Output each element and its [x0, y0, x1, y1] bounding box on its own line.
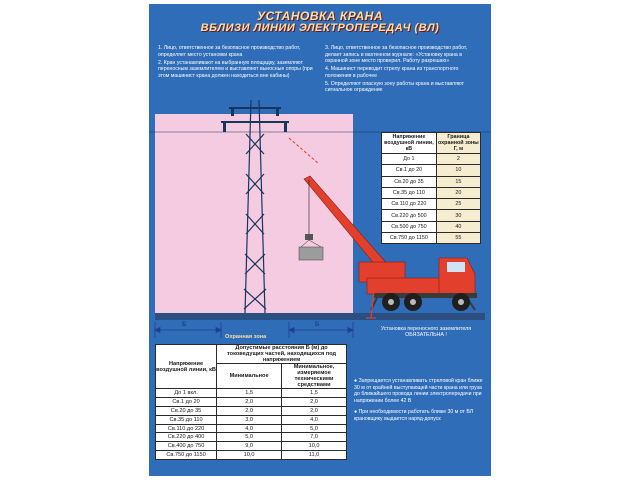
min-tech-cell: 11,0 — [282, 451, 347, 460]
group-header: Допустимые расстояния Б (м) до токоведущих частей, находящихся под напряжением — [217, 345, 347, 364]
table-row — [156, 397, 347, 406]
column-header: Граница охранной зоны Г, м — [438, 134, 479, 152]
allowed-distance-table — [155, 344, 347, 460]
voltage-cell: Св.1 до 20 — [382, 165, 437, 176]
voltage-cell: До 1 — [382, 154, 437, 165]
grounding-caption: Установка переносного заземлителя ОБЯЗАТЕЛЬНА ! — [380, 326, 472, 339]
table-row — [382, 199, 481, 210]
table-row — [156, 424, 347, 433]
voltage-cell: Св.35 до 110 — [382, 187, 437, 198]
safety-poster — [149, 4, 491, 476]
instruction-item: 1. Лицо, ответственное за безопасное производство работ, определяет место установки крана — [158, 45, 301, 58]
dimension-label-right: Б — [315, 322, 320, 328]
instruction-item: 5. Определяют опасную зону работы крана и выставляют сигнальное ограждение — [325, 80, 465, 94]
table-row — [156, 389, 347, 398]
dimension-label-left: Б — [182, 322, 187, 328]
poster-subtitle: ВБЛИЗИ ЛИНИИ ЭЛЕКТРОПЕРЕДАЧ (ВЛ) — [200, 22, 440, 34]
voltage-cell: Св.35 до 110 — [156, 415, 217, 424]
voltage-cell: До 1 вкл. — [156, 389, 217, 398]
table-row — [156, 415, 347, 424]
min-tech-cell: 7,0 — [282, 433, 347, 442]
crane-boom — [299, 176, 389, 272]
table-row — [382, 187, 481, 198]
table-row — [382, 165, 481, 176]
min-cell: 10,0 — [217, 451, 282, 460]
table-row — [382, 176, 481, 187]
crane-truck — [359, 258, 477, 311]
hook-block — [305, 234, 313, 240]
table-row — [156, 433, 347, 442]
voltage-cell: Св.220 до 400 — [156, 433, 217, 442]
instruction-item: 4. Машинист переводит стрелу крана из транспортного положения в рабочее — [325, 66, 459, 79]
voltage-cell: Св.500 до 750 — [382, 221, 437, 232]
voltage-cell: Св.1 до 20 — [156, 397, 217, 406]
zone-cell: 25 — [436, 199, 480, 210]
table-row — [382, 154, 481, 165]
column-header: Напряжение воздушной линии, кВ — [156, 345, 217, 389]
table-row — [382, 210, 481, 221]
min-cell: 5,0 — [217, 433, 282, 442]
bullet-icon: ● — [354, 378, 359, 384]
voltage-cell: Св.20 до 35 — [382, 176, 437, 187]
table-row — [382, 221, 481, 232]
min-cell: 2,0 — [217, 406, 282, 415]
danger-line — [289, 138, 319, 164]
min-tech-cell: 4,0 — [282, 415, 347, 424]
voltage-cell: Св.20 до 35 — [156, 406, 217, 415]
zone-cell: 40 — [436, 221, 480, 232]
voltage-cell: Св.110 до 220 — [382, 199, 437, 210]
voltage-cell: Св.750 до 1150 — [382, 233, 437, 244]
table-row — [382, 233, 481, 244]
min-tech-cell: 2,0 — [282, 397, 347, 406]
bullet-icon: ● — [354, 409, 359, 416]
zone-cell: 10 — [436, 165, 480, 176]
table-row — [156, 406, 347, 415]
note-item — [354, 378, 486, 404]
min-tech-cell: 2,0 — [282, 406, 347, 415]
table-row — [156, 451, 347, 460]
voltage-cell: Св.750 до 1150 — [156, 451, 217, 460]
column-header: Напряжение воздушной линии, кВ — [382, 133, 437, 154]
note-text: При необходимости работать ближе 30 м от ВЛ крановщику выдается наряд-допуск — [354, 409, 474, 422]
min-tech-cell: 1,5 — [282, 389, 347, 398]
instruction-item: 3. Лицо, ответственное за безопасное производство работ, делает запись в вахтенном журнале: «Установку крана в охранной зоне место проверил. Работу разрешаю» — [325, 45, 468, 65]
ground — [155, 313, 485, 320]
note-item — [354, 409, 486, 422]
table-row — [156, 442, 347, 451]
zone-cell: 55 — [436, 233, 480, 244]
min-cell: 1,5 — [217, 389, 282, 398]
min-cell: 2,0 — [217, 397, 282, 406]
note-text: Запрещается устанавливать стреловой кран ближе 30 м от крайней выступающей части крана или груза до ближайшего провода линии электропередачи при напряжении более 42 В — [354, 378, 483, 404]
instruction-item: 2. Кран устанавливают на выбранную площадку, заземляют переносным заземлителем и выставляют выносные опоры (при этом машинист крана должен находиться вне кабины) — [158, 59, 313, 79]
min-cell: 9,0 — [217, 442, 282, 451]
subheader-min-tech: Минимальное, измеряемое техническими средствами — [282, 364, 347, 389]
min-cell: 3,0 — [217, 415, 282, 424]
voltage-cell: Св.220 до 500 — [382, 210, 437, 221]
insulators — [223, 108, 287, 132]
min-tech-cell: 5,0 — [282, 424, 347, 433]
safety-notes — [354, 378, 486, 428]
protection-zone-table — [381, 132, 481, 244]
zone-cell: 30 — [436, 210, 480, 221]
poster-title: УСТАНОВКА КРАНА — [256, 9, 384, 23]
zone-cell: 20 — [436, 187, 480, 198]
zone-cell: 15 — [436, 176, 480, 187]
min-tech-cell: 10,0 — [282, 442, 347, 451]
voltage-cell: Св.400 до 750 — [156, 442, 217, 451]
min-cell: 4,0 — [217, 424, 282, 433]
zone-cell: 2 — [436, 154, 480, 165]
load — [299, 247, 323, 260]
subheader-min: Минимальное — [217, 364, 282, 389]
protection-zone-label: Охранная зона — [225, 334, 267, 340]
voltage-cell: Св.110 до 220 — [156, 424, 217, 433]
